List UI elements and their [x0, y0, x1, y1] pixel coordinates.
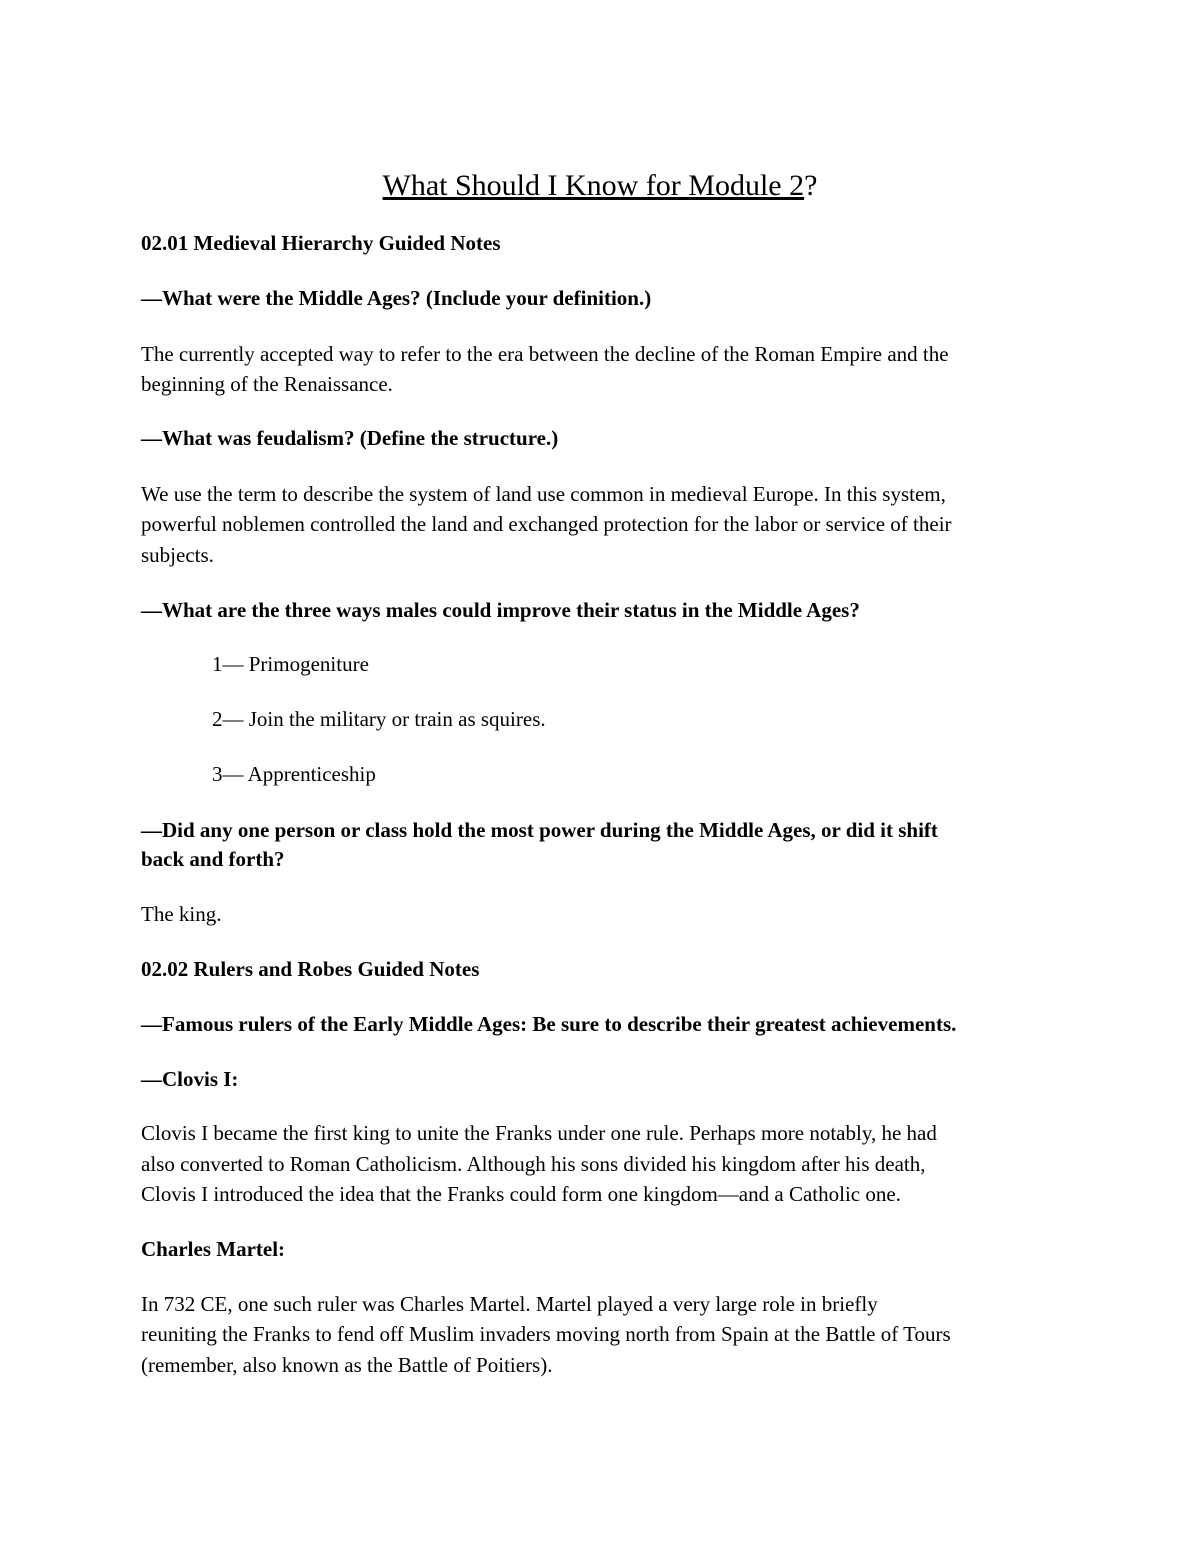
- martel-text-line-3: (remember, also known as the Battle of Poitiers).: [141, 1353, 553, 1377]
- martel-text-line-1: In 732 CE, one such ruler was Charles Martel. Martel played a very large role in briefly: [141, 1292, 878, 1316]
- page-title: [0, 166, 1200, 206]
- clovis-text-line-3: Clovis I introduced the idea that the Franks could form one kingdom—and a Catholic one.: [141, 1182, 901, 1206]
- answer-power: The king.: [141, 902, 222, 926]
- answer-feudalism-line-1: We use the term to describe the system of land use common in medieval Europe. In this system,: [141, 482, 946, 506]
- question-power-line-1: —Did any one person or class hold the most power during the Middle Ages, or did it shift: [141, 818, 938, 842]
- clovis-heading: —Clovis I:: [141, 1067, 239, 1091]
- martel-text-line-2: reuniting the Franks to fend off Muslim invaders moving north from Spain at the Battle of Tours: [141, 1322, 951, 1346]
- way-item-2: 2— Join the military or train as squires.: [212, 707, 546, 731]
- clovis-text-line-2: also converted to Roman Catholicism. Although his sons divided his kingdom after his death,: [141, 1152, 926, 1176]
- answer-middle-ages-line-2: beginning of the Renaissance.: [141, 372, 393, 396]
- martel-heading: Charles Martel:: [141, 1237, 286, 1261]
- question-middle-ages: —What were the Middle Ages? (Include your definition.): [141, 286, 652, 310]
- section-heading-0201: 02.01 Medieval Hierarchy Guided Notes: [141, 231, 501, 255]
- way-item-1: 1— Primogeniture: [212, 652, 369, 676]
- answer-feudalism-line-3: subjects.: [141, 543, 214, 567]
- answer-feudalism-line-2: powerful noblemen controlled the land and exchanged protection for the labor or service of their: [141, 512, 952, 536]
- way-item-3: 3— Apprenticeship: [212, 762, 376, 786]
- question-feudalism: —What was feudalism? (Define the structure.): [141, 426, 559, 450]
- question-famous-rulers: —Famous rulers of the Early Middle Ages: Be sure to describe their greatest achievements.: [141, 1012, 957, 1036]
- section-heading-0202: 02.02 Rulers and Robes Guided Notes: [141, 957, 480, 981]
- page-title-suffix: ?: [804, 169, 818, 202]
- question-power-line-2: back and forth?: [141, 847, 285, 871]
- clovis-text-line-1: Clovis I became the first king to unite the Franks under one rule. Perhaps more notably, he had: [141, 1121, 937, 1145]
- page-title-underlined: What Should I Know for Module 2: [382, 169, 805, 202]
- question-three-ways: —What are the three ways males could improve their status in the Middle Ages?: [141, 598, 860, 622]
- answer-middle-ages-line-1: The currently accepted way to refer to the era between the decline of the Roman Empire and the: [141, 342, 949, 366]
